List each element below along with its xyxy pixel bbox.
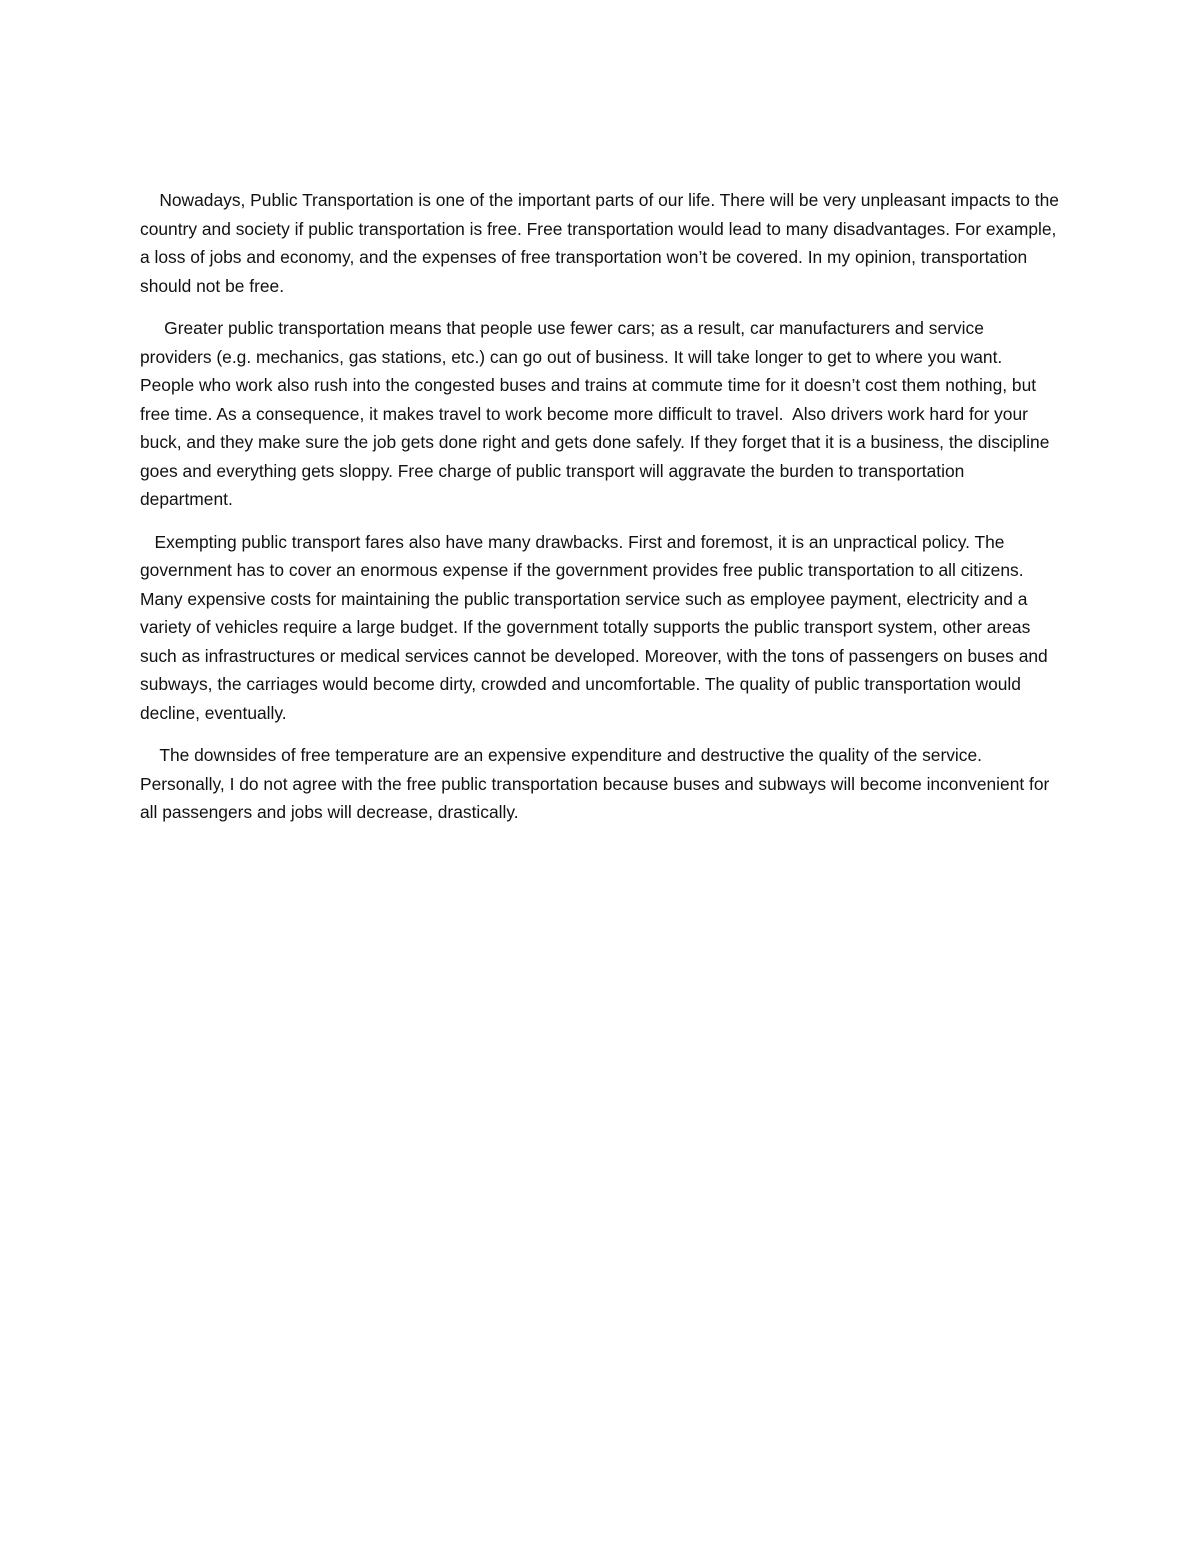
- paragraph-jobs-economy: Greater public transportation means that people use fewer cars; as a result, car manufacturers and service providers (e.g. mechanics, gas stations, etc.) can go out of business. It will take longer to get to where you want. People who work also rush into the congested buses and trains at commute time for it doesn’t cost them nothing, but free time. As a consequence, it makes travel to work become more difficult to travel. Also drivers work hard for your buck, and they make sure the job gets done right and gets done safely. If they forget that it is a business, the discipline goes and everything gets sloppy. Free charge of public transport will aggravate the burden to transportation department.: [140, 318, 1055, 509]
- paragraph-intro: Nowadays, Public Transportation is one of the important parts of our life. There will be very unpleasant impacts to the country and society if public transportation is free. Free transportation would lead to many disadvantages. For example, a loss of jobs and economy, and the expenses of free transportation won’t be covered. In my opinion, transportation should not be free.: [140, 190, 1064, 296]
- paragraph-conclusion: The downsides of free temperature are an expensive expenditure and destructive the quality of the service. Personally, I do not agree with the free public transportation because buses and subways will become inconvenient for all passengers and jobs will decrease, drastically.: [140, 745, 1055, 822]
- paragraph-drawbacks: Exempting public transport fares also have many drawbacks. First and foremost, it is an unpractical policy. The government has to cover an enormous expense if the government provides free public transportation to all citizens. Many expensive costs for maintaining the public transportation service such as employee payment, electricity and a variety of vehicles require a large budget. If the government totally supports the public transport system, other areas such as infrastructures or medical services cannot be developed. Moreover, with the tons of passengers on buses and subways, the carriages would become dirty, crowded and uncomfortable. The quality of public transportation would decline, eventually.: [140, 531, 1053, 723]
- document-body: [140, 186, 1064, 841]
